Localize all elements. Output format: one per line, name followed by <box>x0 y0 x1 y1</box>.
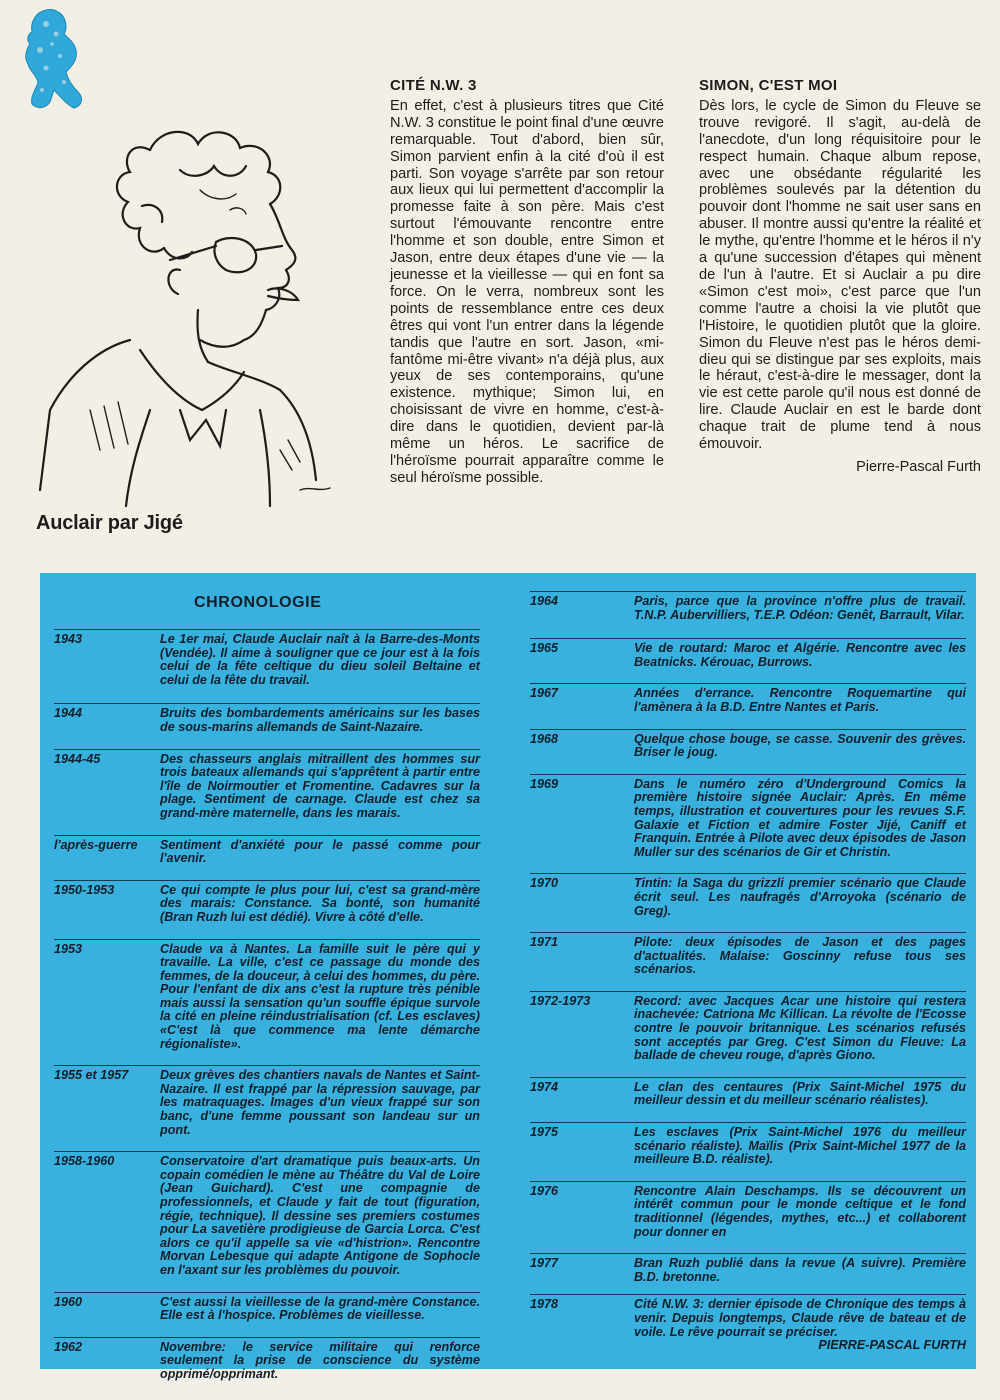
chronology-text <box>160 707 480 734</box>
chronology-text <box>634 687 966 714</box>
chronology-text-body: Record: avec Jacques Acar une histoire qui restera inachevée: Catriona Mc Killican. La révolte de l'Ecosse contre le pouvoir britannique. Les scénarios refusés sont acceptés par Greg. C'est Simon du Fleuve: La ballade de cheveu rouge, d'après Giono. <box>634 993 966 1063</box>
chronology-entry <box>54 749 480 821</box>
chronology-text <box>160 884 480 925</box>
article-body: En effet, c'est à plusieurs titres que Cité N.W. 3 constitue le point final d'une œuvre remarquable. Tout d'abord, bien sûr, Simon parvient enfin à la cité d'où il est parti. Son voyage s'arrête par son retour aux lieux qui lui permettent d'accomplir la promesse faite à son père. Mais c'est surtout l'émouvante rencontre entre l'homme et son double, entre Simon et Jason, entre deux étapes d'une vie — la jeunesse et la vieillesse — qui en font sa force. On le verra, nombreux sont les points de ressemblance entre ces deux êtres qui vont l'un entrer dans la légende tandis que l'autre en sort. Jason, «mi-fantôme mi-être vivant» n'a déjà plus, aux yeux de ses contemporains, qu'une existence. mythique; Simon lui, en choisissant de vivre en homme, c'est-à-dire dans le quotidien, devient par-là même un héros. Le sacrifice de l'héroïsme pourrait apparaître comme le seul héroïsme possible. <box>390 97 664 486</box>
chronology-year: l'après-guerre <box>54 837 138 852</box>
chronology-text-body: Le 1er mai, Claude Auclair naît à la Barre-des-Monts (Vendée). Il aime à souligner que ce jour est à la fois celui de la fête celtique du dieu soleil Beltaine et celui de la fête du travail. <box>160 632 480 687</box>
chronology-year: 1964 <box>530 594 559 608</box>
chronology-entry <box>530 774 966 860</box>
chronology-year: 1955 et 1957 <box>54 1068 129 1083</box>
chronology-text-body: Les esclaves (Prix Saint-Michel 1976 du meilleur scénario réaliste). Maïlis (Prix Saint-Michel 1977 de la meilleure B.D. réaliste). <box>634 1125 966 1167</box>
chronology-title: CHRONOLOGIE <box>194 594 322 611</box>
article-title: CITÉ N.W. 3 <box>390 77 477 94</box>
chronology-entry <box>530 932 966 977</box>
chronology-text <box>160 633 480 687</box>
chronology-text <box>634 1257 966 1284</box>
chronology-entry <box>530 638 966 669</box>
chronology-text-body: Cité N.W. 3: dernier épisode de Chronique des temps à venir. Depuis longtemps, Claude rêve de bateau et de voile. Le rêve pourrait se préciser. <box>634 1297 966 1339</box>
chronology-year: 1977 <box>530 1256 559 1271</box>
chronology-year: 1953 <box>54 941 83 956</box>
chronology-text-body: Bran Ruzh publié dans la revue (A suivre). Première B.D. bretonne. <box>634 1256 966 1284</box>
chronology-text-body: Deux grèves des chantiers navals de Nantes et Saint-Nazaire. Il est frappé par la répression sauvage, par les matraquages. Images d'un vieux frappé sur son banc, d'une femme poussant son landeau sur un pont. <box>160 1068 480 1137</box>
chronology-text <box>160 1296 480 1323</box>
chronology-text <box>160 943 480 1052</box>
chronology-year: 1967 <box>530 686 559 701</box>
chronology-entry <box>530 873 966 918</box>
chronology-text <box>634 877 966 918</box>
chronology-year: 1976 <box>530 1183 559 1198</box>
chronology-text-body: Des chasseurs anglais mitraillent des hommes sur trois bateaux allemands qui s'apprêtent à partir entre l'île de Noirmoutier et Fromentine. Cadavres sur la plage. Sentiment de carnage. Claude est chez sa grand-mère maternelle, dans les marais. <box>160 751 480 820</box>
chronology-text <box>160 1069 480 1137</box>
chronology-panel <box>40 573 976 1381</box>
chronology-year: 1962 <box>54 1339 83 1354</box>
chronology-text <box>634 778 966 860</box>
chronology-text <box>160 839 480 866</box>
chronology-text-body: Années d'errance. Rencontre Roquemartine qui l'amènera à la B.D. Entre Nantes et Paris. <box>634 686 966 714</box>
article-simon-cest-moi <box>699 78 981 476</box>
chronology-entry <box>54 629 480 687</box>
portrait-caption: Auclair par Jigé <box>36 512 183 534</box>
chronology-text <box>634 1185 966 1239</box>
chronology-text <box>634 595 966 622</box>
chronology-left-column <box>54 629 480 1382</box>
chronology-right-column <box>530 591 966 1353</box>
chronology-entry <box>530 991 966 1063</box>
chronology-year: 1974 <box>530 1079 559 1094</box>
chronology-year: 1972-1973 <box>530 993 591 1008</box>
chronology-text-body: Bruits des bombardements américains sur les bases de sous-marins allemands de Saint-Nazaire. <box>160 706 480 734</box>
chronology-text <box>634 1126 966 1167</box>
article-signature: Pierre-Pascal Furth <box>856 458 981 475</box>
chronology-entry <box>54 1065 480 1137</box>
chronology-entry <box>54 1151 480 1277</box>
chronology-entry <box>530 1294 966 1352</box>
chronology-text <box>634 1081 966 1108</box>
chronology-entry <box>530 683 966 714</box>
portrait-sketch <box>30 110 370 510</box>
chronology-year: 1971 <box>530 935 559 950</box>
chronology-year: 1970 <box>530 876 559 891</box>
chronology-entry <box>54 1337 480 1382</box>
chronology-text-body: Tintin: la Saga du grizzli premier scénario que Claude écrit seul. Les naufragés d'Arroyoka (scénario de Greg). <box>634 876 966 918</box>
chronology-entry <box>54 835 480 866</box>
chronology-text-body: Novembre: le service militaire qui renforce seulement la prise de conscience du système opprimé/opprimant. <box>160 1339 480 1381</box>
chronology-entry <box>530 1253 966 1284</box>
chronology-entry <box>54 1292 480 1323</box>
chronology-text <box>160 1341 480 1382</box>
chronology-text-body: Rencontre Alain Deschamps. Ils se découvrent un intérêt commun pour le monde celtique et le fond traditionnel (légendes, mythes, etc...) et collaborent pour donner en <box>634 1183 966 1239</box>
chronology-year: 1975 <box>530 1125 559 1140</box>
chronology-text <box>160 753 480 821</box>
chronology-entry <box>530 1077 966 1108</box>
chronology-text <box>634 936 966 977</box>
chronology-text-body: Sentiment d'anxiété pour le passé comme pour l'avenir. <box>160 837 480 866</box>
article-body: Dès lors, le cycle de Simon du Fleuve se trouve revigoré. Il s'agit, au-delà de l'anecdote, d'un long réquisitoire pour le respect humain. Chaque album repose, avec une obsédante régularité les problèmes soulevés par la détention du pouvoir dont l'homme ne sait user sans en abuser. Il montre aussi qu'entre la réalité et le mythe, qu'entre l'homme et le héros il n'y a qu'une succession d'étapes qui mènent de l'un à l'autre. Et si Auclair a pu dire «Simon c'est moi», c'est parce que l'un comme l'autre a choisi la vie plutôt que l'Histoire, le quotidien plutôt que la gloire. Simon du Fleuve n'est pas le héros demi-dieu qui se distingue par ses exploits, mais le héraut, c'est-à-dire le messager, dont la vie est cette parole qu'il nous est donné de lire. Claude Auclair en est le barde dont chaque trait de plume tend à nous émouvoir. <box>699 97 981 453</box>
chronology-year: 1965 <box>530 641 559 656</box>
chronology-text <box>634 642 966 669</box>
chronology-year: 1969 <box>530 776 559 791</box>
chronology-entry <box>530 1181 966 1239</box>
chronology-text-body: Dans le numéro zéro d'Underground Comics la première histoire signée Auclair: Après. En même temps, illustration et couvertures pour les revues S.F. Galaxie et Fiction et admire Foster Jijé, Caniff et Franquin. Entrée à Pilote avec deux épisodes de Jason Muller sur des scénarios de Gir et Christin. <box>634 776 966 859</box>
chronology-text-body: C'est aussi la vieillesse de la grand-mère Constance. Elle est à l'hospice. Problèmes de vieillesse. <box>160 1294 480 1323</box>
chronology-year: 1968 <box>530 731 559 746</box>
chronology-year: 1960 <box>54 1294 83 1309</box>
chronology-entry <box>530 1122 966 1167</box>
chronology-year: 1978 <box>530 1297 559 1312</box>
article-cite-nw3 <box>390 78 664 487</box>
chronology-text-body: Quelque chose bouge, se casse. Souvenir des grèves. Briser le joug. <box>634 731 966 760</box>
article-title: SIMON, C'EST MOI <box>699 77 838 94</box>
logo-figure-icon <box>16 4 88 116</box>
chronology-year: 1944 <box>54 706 83 721</box>
chronology-text-body: Vie de routard: Maroc et Algérie. Rencontre avec les Beatnicks. Kérouac, Burrows. <box>634 641 966 669</box>
chronology-text <box>160 1155 480 1277</box>
chronology-year: 1943 <box>54 632 83 646</box>
chronology-entry <box>530 729 966 760</box>
chronology-entry <box>54 880 480 925</box>
chronology-year: 1950-1953 <box>54 882 115 897</box>
chronology-text <box>634 733 966 760</box>
chronology-signature: PIERRE-PASCAL FURTH <box>818 1338 966 1353</box>
chronology-text-body: Pilote: deux épisodes de Jason et des pages d'actualités. Malaise: Goscinny refuse tous ses scénarios. <box>634 935 966 977</box>
chronology-year: 1958-1960 <box>54 1154 115 1169</box>
chronology-text-body: Le clan des centaures (Prix Saint-Michel 1975 du meilleur dessin et du meilleur scénario réalistes). <box>634 1079 966 1108</box>
chronology-entry <box>54 939 480 1052</box>
chronology-text-body: Ce qui compte le plus pour lui, c'est sa grand-mère des marais: Constance. Sa bonté, son humanité (Bran Ruzh lui est dédié). Vivre à côté d'elle. <box>160 882 480 924</box>
chronology-text <box>634 1298 966 1352</box>
chronology-text-body: Conservatoire d'art dramatique puis beaux-arts. Un copain comédien le mène au Théâtre du Val de Loire (Jean Guichard). C'est une compagnie de professionnels, et Claude y fait de tout (figuration, régie, technique). Il dessine ses premiers costumes pour La savetière prodigieuse de Garcia Lorca. C'est alors ce qu'il appelle sa vie «d'histrion». Rencontre Morvan Lebesque qui adapte Antigone de Sophocle en l'axant sur les problèmes du pouvoir. <box>160 1154 480 1277</box>
chronology-year: 1944-45 <box>54 751 101 766</box>
chronology-text <box>634 995 966 1063</box>
chronology-entry <box>54 703 480 734</box>
chronology-text-body: Paris, parce que la province n'offre plus de travail. T.N.P. Aubervilliers, T.E.P. Odéon: Genêt, Barrault, Vilar. <box>634 594 966 622</box>
chronology-entry <box>530 591 966 622</box>
chronology-text-body: Claude va à Nantes. La famille suit le père qui y travaille. La ville, c'est ce passage du monde des femmes, de la douceur, à celui des hommes, du père. Pour l'enfant de dix ans c'est la rupture très pénible mais aussi la sensation qu'un souffle épique survole la cité en pleine réindustrialisation (cf. Les esclaves) «C'est là que commence ma lente démarche régionaliste». <box>160 941 480 1051</box>
